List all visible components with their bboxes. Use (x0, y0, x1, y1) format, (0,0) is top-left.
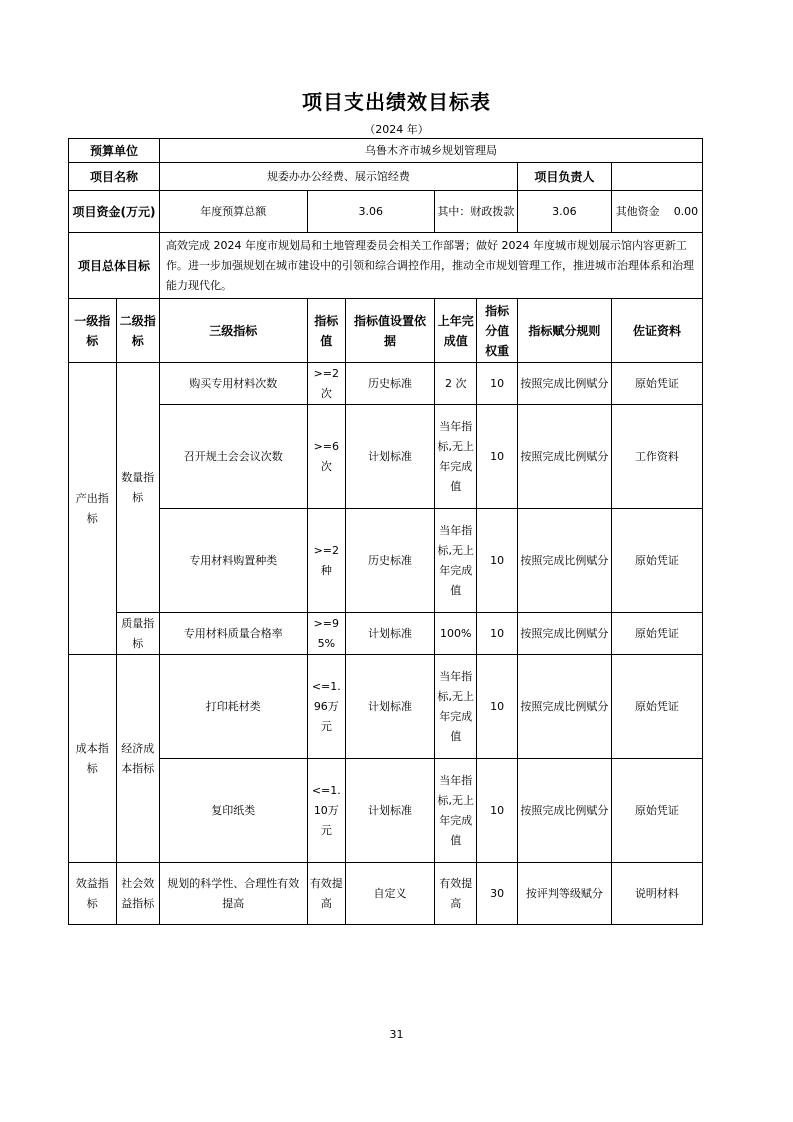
row-project-name (69, 163, 703, 191)
group-benefit: 效益指标 (69, 863, 117, 925)
indicator-name: 专用材料购置种类 (160, 509, 308, 613)
indicator-basis: 计划标准 (346, 759, 435, 863)
annual-budget-label: 年度预算总额 (160, 191, 308, 233)
indicator-last: 当年指标,无上年完成值 (434, 509, 476, 613)
fiscal-value: 3.06 (517, 191, 611, 233)
funds-label: 项目资金(万元) (69, 191, 160, 233)
indicator-weight: 10 (477, 363, 517, 405)
indicator-evidence: 原始凭证 (611, 759, 702, 863)
table-row (69, 613, 703, 655)
indicator-evidence: 工作资料 (611, 405, 702, 509)
indicator-name: 购买专用材料次数 (160, 363, 308, 405)
table-row (69, 363, 703, 405)
group-social: 社会效益指标 (116, 863, 159, 925)
indicator-evidence: 原始凭证 (611, 363, 702, 405)
project-name-value: 规委办办公经费、展示馆经费 (160, 163, 518, 191)
indicator-rule: 按照完成比例赋分 (517, 759, 611, 863)
project-owner-label: 项目负责人 (517, 163, 611, 191)
row-funds (69, 191, 703, 233)
indicator-last: 当年指标,无上年完成值 (434, 405, 476, 509)
indicator-rule: 按照完成比例赋分 (517, 363, 611, 405)
indicator-rule: 按照完成比例赋分 (517, 655, 611, 759)
header-level3: 三级指标 (160, 299, 308, 363)
performance-table (68, 138, 703, 925)
indicator-value: >=6次 (307, 405, 345, 509)
indicator-basis: 历史标准 (346, 509, 435, 613)
header-weight: 指标分值权重 (477, 299, 517, 363)
header-rule: 指标赋分规则 (517, 299, 611, 363)
indicator-last: 100% (434, 613, 476, 655)
indicator-weight: 10 (477, 509, 517, 613)
other-funds-cell (611, 191, 702, 233)
indicator-weight: 10 (477, 613, 517, 655)
group-cost: 成本指标 (69, 655, 117, 863)
indicator-basis: 计划标准 (346, 613, 435, 655)
table-row (69, 863, 703, 925)
indicator-last: 有效提高 (434, 863, 476, 925)
table-row (69, 405, 703, 509)
table-row (69, 759, 703, 863)
indicator-weight: 10 (477, 655, 517, 759)
fiscal-label: 其中：财政拨款 (434, 191, 517, 233)
indicator-rule: 按照完成比例赋分 (517, 613, 611, 655)
overall-goal-label: 项目总体目标 (69, 233, 160, 299)
table-row (69, 655, 703, 759)
indicator-evidence: 说明材料 (611, 863, 702, 925)
header-value: 指标值 (307, 299, 345, 363)
row-headers (69, 299, 703, 363)
indicator-rule: 按评判等级赋分 (517, 863, 611, 925)
row-budget-unit (69, 139, 703, 163)
indicator-basis: 计划标准 (346, 405, 435, 509)
row-overall-goal (69, 233, 703, 299)
indicator-value: 有效提高 (307, 863, 345, 925)
indicator-weight: 10 (477, 759, 517, 863)
indicator-name: 打印耗材类 (160, 655, 308, 759)
header-level1: 一级指标 (69, 299, 117, 363)
indicator-name: 专用材料质量合格率 (160, 613, 308, 655)
indicator-value: >=95% (307, 613, 345, 655)
group-quantity: 数量指标 (116, 363, 159, 613)
indicator-value: >=2种 (307, 509, 345, 613)
page-title: 项目支出绩效目标表 (302, 90, 491, 114)
indicator-basis: 历史标准 (346, 363, 435, 405)
budget-unit-value: 乌鲁木齐市城乡规划管理局 (160, 139, 703, 163)
group-output: 产出指标 (69, 363, 117, 655)
other-funds-value: 0.00 (673, 204, 699, 218)
indicator-weight: 10 (477, 405, 517, 509)
group-economic: 经济成本指标 (116, 655, 159, 863)
indicator-value: >=2次 (307, 363, 345, 405)
indicator-basis: 计划标准 (346, 655, 435, 759)
indicator-evidence: 原始凭证 (611, 655, 702, 759)
budget-unit-label: 预算单位 (69, 139, 160, 163)
other-funds-label: 其他资金 (615, 204, 660, 218)
header-last-year: 上年完成值 (434, 299, 476, 363)
project-name-label: 项目名称 (69, 163, 160, 191)
indicator-evidence: 原始凭证 (611, 509, 702, 613)
indicator-name: 规划的科学性、合理性有效提高 (160, 863, 308, 925)
indicator-name: 召开规土会会议次数 (160, 405, 308, 509)
indicator-evidence: 原始凭证 (611, 613, 702, 655)
page-number: 31 (389, 1028, 404, 1041)
group-quality: 质量指标 (116, 613, 159, 655)
indicator-rule: 按照完成比例赋分 (517, 405, 611, 509)
indicator-basis: 自定义 (346, 863, 435, 925)
annual-budget-value: 3.06 (307, 191, 434, 233)
table-row (69, 509, 703, 613)
overall-goal-text: 高效完成 2024 年度市规划局和土地管理委员会相关工作部署；做好 2024 年度城市规划展示馆内容更新工作。进一步加强规划在城市建设中的引领和综合调控作用，推动全市规划管理工作，推进城市治理体系和治理能力现代化。 (160, 233, 703, 299)
indicator-last: 当年指标,无上年完成值 (434, 759, 476, 863)
indicator-last: 当年指标,无上年完成值 (434, 655, 476, 759)
year-label: （2024 年） (364, 123, 429, 136)
indicator-rule: 按照完成比例赋分 (517, 509, 611, 613)
header-basis: 指标值设置依据 (346, 299, 435, 363)
header-evidence: 佐证资料 (611, 299, 702, 363)
indicator-weight: 30 (477, 863, 517, 925)
header-level2: 二级指标 (116, 299, 159, 363)
project-owner-value (611, 163, 702, 191)
indicator-name: 复印纸类 (160, 759, 308, 863)
indicator-value: <=1.10万元 (307, 759, 345, 863)
indicator-last: 2 次 (434, 363, 476, 405)
indicator-value: <=1.96万元 (307, 655, 345, 759)
